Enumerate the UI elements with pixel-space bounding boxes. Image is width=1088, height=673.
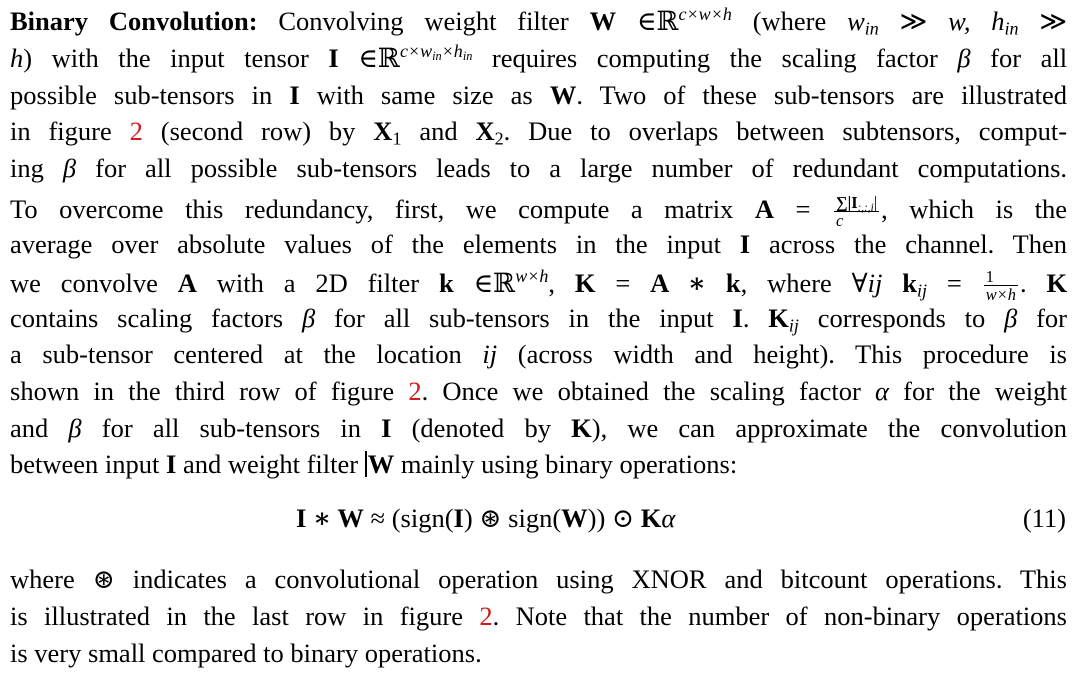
- math-symbol: I: [328, 43, 339, 73]
- text-span: for all possible sub-tensors leads to a large number of redundant computations.: [95, 153, 1068, 183]
- text-span: To overcome this redundancy, first, we compute a matrix: [10, 193, 734, 224]
- fraction-numerator: |: [873, 193, 878, 212]
- text-span: for: [1036, 303, 1068, 333]
- math-symbol: K: [640, 503, 662, 533]
- math-subscript: in: [1004, 18, 1019, 39]
- math-symbol: A ∗ k: [650, 267, 741, 298]
- text-line-12: [10, 415, 1067, 442]
- math-symbol: I: [381, 413, 392, 443]
- text-span: (second row) by: [160, 116, 356, 146]
- text-span: (across width and height). This procedure is: [517, 339, 1067, 369]
- text-span: a sub-tensor centered at the location: [10, 339, 462, 369]
- math-symbol: α: [661, 503, 676, 533]
- text-line-13: [10, 451, 737, 478]
- fraction-numerator: ∑|I: [835, 193, 858, 212]
- text-span: ), we can approximate the convolution: [591, 413, 1068, 443]
- math-symbol: =: [615, 267, 631, 298]
- math-symbol: I: [739, 229, 751, 259]
- math-symbol: W: [589, 6, 617, 36]
- math-symbol: K: [571, 413, 592, 443]
- text-line-5: [10, 155, 1067, 182]
- math-superscript: c×w: [399, 41, 433, 62]
- text-span: and weight filter: [182, 449, 359, 479]
- math-symbol: X: [373, 116, 393, 146]
- math-symbol: K: [768, 303, 789, 333]
- text-span: Convolving weight filter: [278, 6, 569, 36]
- text-span: is very small compared to binary operations.: [10, 638, 482, 668]
- math-symbol: β: [957, 43, 971, 73]
- text-line-3: [10, 82, 1067, 109]
- math-symbol: ∈: [636, 6, 657, 36]
- text-line-2: [10, 41, 1068, 73]
- math-subscript: ij: [917, 280, 928, 301]
- math-superscript: c×w×h: [678, 4, 732, 25]
- text-span: for all sub-tensors in the input: [333, 303, 714, 333]
- text-line-9: [10, 303, 1068, 336]
- math-symbol: k: [902, 267, 918, 298]
- math-subscript: in: [864, 18, 879, 39]
- math-symbol: A: [754, 193, 774, 224]
- math-symbol: K: [1046, 267, 1068, 298]
- text-line-6: [10, 194, 1067, 230]
- math-symbol: ij: [867, 267, 883, 298]
- math-symbol: k: [438, 267, 454, 298]
- math-subscript: 2: [494, 128, 504, 149]
- text-line-14: [10, 566, 1067, 593]
- text-span: , where ∀: [740, 267, 868, 298]
- math-symbol: X: [475, 116, 495, 146]
- text-span: between input: [10, 449, 160, 479]
- math-symbol: ℝ: [493, 267, 516, 298]
- math-superscript: w×h: [515, 265, 549, 286]
- math-subscript: :,:,i: [857, 201, 874, 214]
- math-symbol: I: [732, 303, 743, 333]
- math-symbol: ) ⊛ sign(: [463, 503, 562, 533]
- math-symbol: ℝ: [656, 6, 679, 36]
- text-span: and: [10, 413, 49, 443]
- math-subscript: ij: [788, 315, 799, 336]
- text-span: corresponds to: [817, 303, 986, 333]
- math-symbol: ≈ (sign(: [370, 503, 454, 533]
- section-heading: Binary Convolution:: [10, 6, 258, 36]
- math-symbol: w,: [948, 6, 971, 36]
- text-span: for the weight: [903, 376, 1067, 406]
- math-symbol: ≫: [899, 6, 928, 36]
- math-symbol: I: [289, 80, 300, 110]
- text-span: . Once we obtained the scaling factor: [421, 376, 861, 406]
- text-line-15: [10, 603, 1067, 630]
- figure-ref-link[interactable]: 2: [129, 116, 143, 146]
- math-symbol: ∈: [473, 267, 494, 298]
- math-subscript: in: [462, 49, 473, 64]
- fraction-denominator: c: [835, 211, 844, 231]
- math-superscript: ×h: [441, 41, 463, 62]
- fraction: [834, 194, 879, 230]
- text-span: across the channel. Then: [768, 229, 1068, 259]
- text-span: in figure: [10, 116, 112, 146]
- text-span: . Note that the number of non-binary operations: [492, 601, 1067, 631]
- text-span: contains scaling factors: [10, 303, 284, 333]
- math-symbol: =: [795, 193, 811, 224]
- fraction-denominator: w×h: [985, 285, 1016, 305]
- text-span: where ⊛ indicates a convolutional operation using XNOR and bitcount operations. This: [10, 564, 1067, 594]
- math-symbol: W: [367, 449, 395, 479]
- math-symbol: ≫: [1039, 6, 1068, 36]
- math-symbol: I: [453, 503, 464, 533]
- math-symbol: W: [549, 80, 577, 110]
- text-span: with same size as: [316, 80, 533, 110]
- text-cursor: [365, 451, 367, 477]
- math-symbol: β: [1004, 303, 1018, 333]
- text-line-8: [10, 265, 1068, 305]
- text-span: , which is the: [881, 193, 1068, 224]
- text-span: is illustrated in the last row in figure: [10, 601, 463, 631]
- text-line-16: [10, 640, 482, 667]
- text-span: for all: [990, 43, 1068, 73]
- math-symbol: I ∗ W: [296, 503, 364, 533]
- math-subscript: 1: [392, 128, 402, 149]
- math-symbol: K: [574, 267, 596, 298]
- text-span: shown in the third row of figure: [10, 376, 395, 406]
- text-span: . Two of these sub-tensors are illustrated: [576, 80, 1068, 110]
- fraction: [984, 268, 1018, 304]
- math-symbol: W: [561, 503, 588, 533]
- text-line-7: [10, 231, 1067, 258]
- text-span: .: [1019, 267, 1027, 298]
- math-symbol: =: [946, 267, 962, 298]
- text-line-4: [10, 116, 1068, 149]
- figure-ref-link[interactable]: 2: [479, 601, 493, 631]
- math-symbol: β: [301, 303, 316, 333]
- text-line-10: [10, 341, 1067, 368]
- text-span: we convolve: [10, 267, 158, 298]
- text-span: and: [419, 116, 458, 146]
- text-span: for all sub-tensors in: [101, 413, 361, 443]
- math-symbol: w: [847, 6, 865, 36]
- math-symbol: h: [10, 43, 24, 73]
- equation-formula: [296, 505, 675, 532]
- math-symbol: )) ⊙: [587, 503, 635, 533]
- text-span: mainly using binary operations:: [400, 449, 738, 479]
- text-span: ing: [10, 153, 44, 183]
- text-line-1: [10, 4, 1068, 39]
- math-symbol: h: [991, 6, 1005, 36]
- text-span: ,: [548, 267, 556, 298]
- text-span: average over absolute values of the elements in the input: [10, 229, 721, 259]
- math-symbol: A: [177, 267, 197, 298]
- math-subscript: in: [432, 49, 442, 64]
- fraction-numerator: 1: [984, 268, 1018, 286]
- text-span: (where: [752, 6, 827, 36]
- text-span: possible sub-tensors in: [10, 80, 273, 110]
- equation-number: (11): [1022, 503, 1066, 533]
- text-span: requires computing the scaling factor: [491, 43, 938, 73]
- math-symbol: ℝ: [377, 43, 400, 73]
- math-symbol: β: [62, 153, 77, 183]
- math-symbol: ij: [482, 339, 498, 369]
- text-span: (denoted by: [411, 413, 551, 443]
- figure-ref-link[interactable]: 2: [408, 376, 422, 406]
- text-span: with a 2D filter: [216, 267, 420, 298]
- text-line-11: [10, 378, 1067, 405]
- math-symbol: ∈: [358, 43, 378, 73]
- text-span: .: [742, 303, 750, 333]
- math-symbol: I: [166, 449, 177, 479]
- math-symbol: α: [875, 376, 889, 406]
- text-span: ) with the input tensor: [23, 43, 309, 73]
- text-span: . Due to overlaps between subtensors, comput-: [503, 116, 1068, 146]
- math-symbol: β: [68, 413, 82, 443]
